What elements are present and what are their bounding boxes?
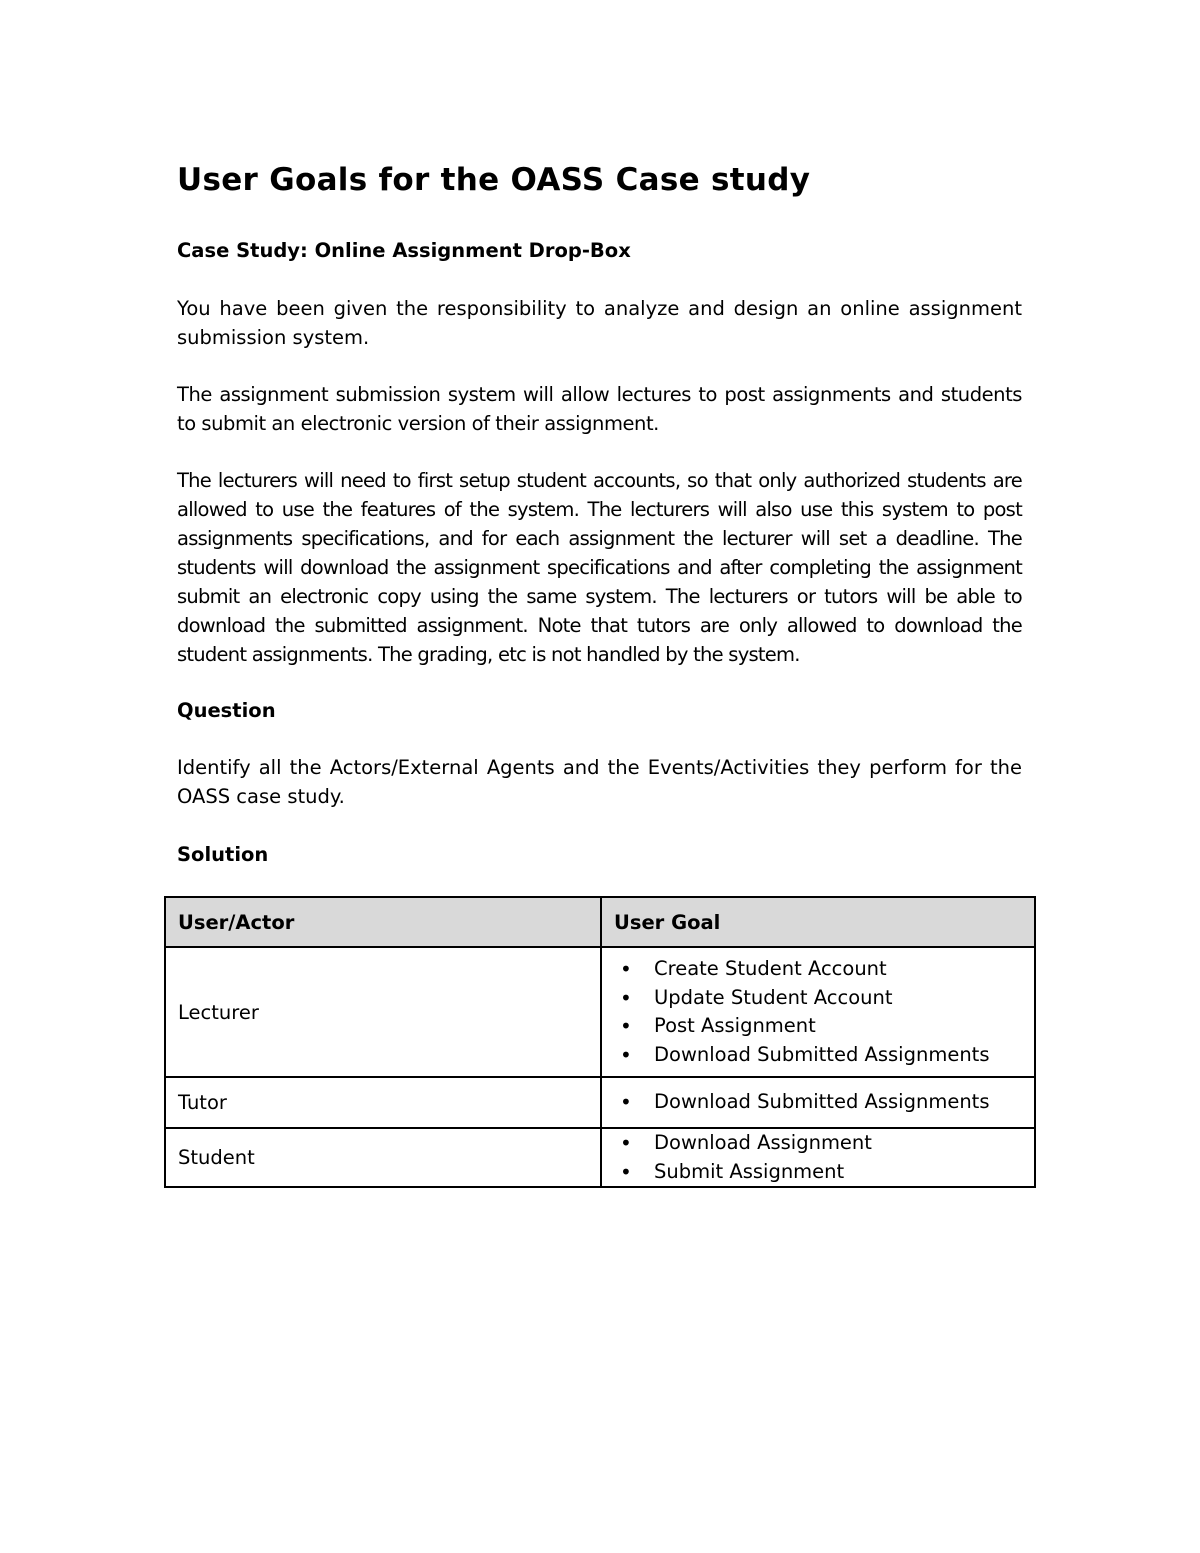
goal-item (614, 984, 1022, 1013)
goal-item (614, 1088, 1022, 1117)
goal-item (614, 1012, 1022, 1041)
intro-paragraph: You have been given the responsibility to analyze and design an online assignment submission system. (177, 297, 1022, 349)
user-goals-table (164, 896, 1036, 1188)
actor-cell: Tutor (165, 1077, 601, 1128)
goal-list (614, 1129, 1022, 1186)
goal-item (614, 955, 1022, 984)
system-description-paragraph: The assignment submission system will allow lectures to post assignments and students to submit an electronic version of their assignment. (177, 383, 1022, 435)
table-row (165, 1128, 1035, 1187)
requirements-paragraph: The lecturers will need to first setup student accounts, so that only authorized students are allowed to use the features of the system. The lecturers will also use this system to post assignments specifications, and for each assignment the lecturer will set a deadline. The students will download the assignment specifications and after completing the assignment submit an electronic copy using the same system. The lecturers or tutors will be able to download the submitted assignment. Note that tutors are only allowed to download the student assignments. The grading, etc is not handled by the system. (177, 469, 1022, 666)
goal-item (614, 1129, 1022, 1158)
actor-cell: Lecturer (165, 947, 601, 1077)
case-study-heading: Case Study: Online Assignment Drop-Box (177, 239, 631, 262)
goal-text: Download Submitted Assignments (654, 1042, 990, 1066)
goals-cell (601, 1077, 1035, 1128)
question-heading: Question (177, 699, 276, 722)
goal-text: Post Assignment (654, 1014, 816, 1037)
goals-cell (601, 947, 1035, 1077)
bullet-icon: • (620, 957, 632, 981)
bullet-icon: • (620, 1131, 632, 1155)
goal-item (614, 1041, 1022, 1070)
solution-heading: Solution (177, 843, 269, 866)
goal-text: Create Student Account (654, 957, 887, 980)
goals-cell (601, 1128, 1035, 1187)
bullet-icon: • (620, 985, 632, 1010)
goal-text: Submit Assignment (654, 1159, 845, 1183)
goal-list (614, 955, 1022, 1069)
goal-list (614, 1088, 1022, 1117)
bullet-icon: • (620, 1090, 632, 1115)
bullet-icon: • (620, 1159, 632, 1184)
table-row (165, 1077, 1035, 1128)
document-title: User Goals for the OASS Case study (177, 162, 811, 198)
bullet-icon: • (620, 1014, 632, 1038)
header-user-actor: User/Actor (165, 897, 601, 947)
goal-item (614, 1158, 1022, 1187)
table-row (165, 947, 1035, 1077)
actor-cell: Student (165, 1128, 601, 1187)
goal-text: Download Assignment (654, 1131, 872, 1154)
goal-text: Download Submitted Assignments (654, 1090, 990, 1114)
goal-text: Update Student Account (654, 985, 893, 1009)
header-user-goal: User Goal (601, 897, 1035, 947)
question-text: Identify all the Actors/External Agents and the Events/Activities they perform for the OASS case study. (177, 756, 1022, 808)
table-header-row (165, 897, 1035, 947)
bullet-icon: • (620, 1042, 632, 1067)
